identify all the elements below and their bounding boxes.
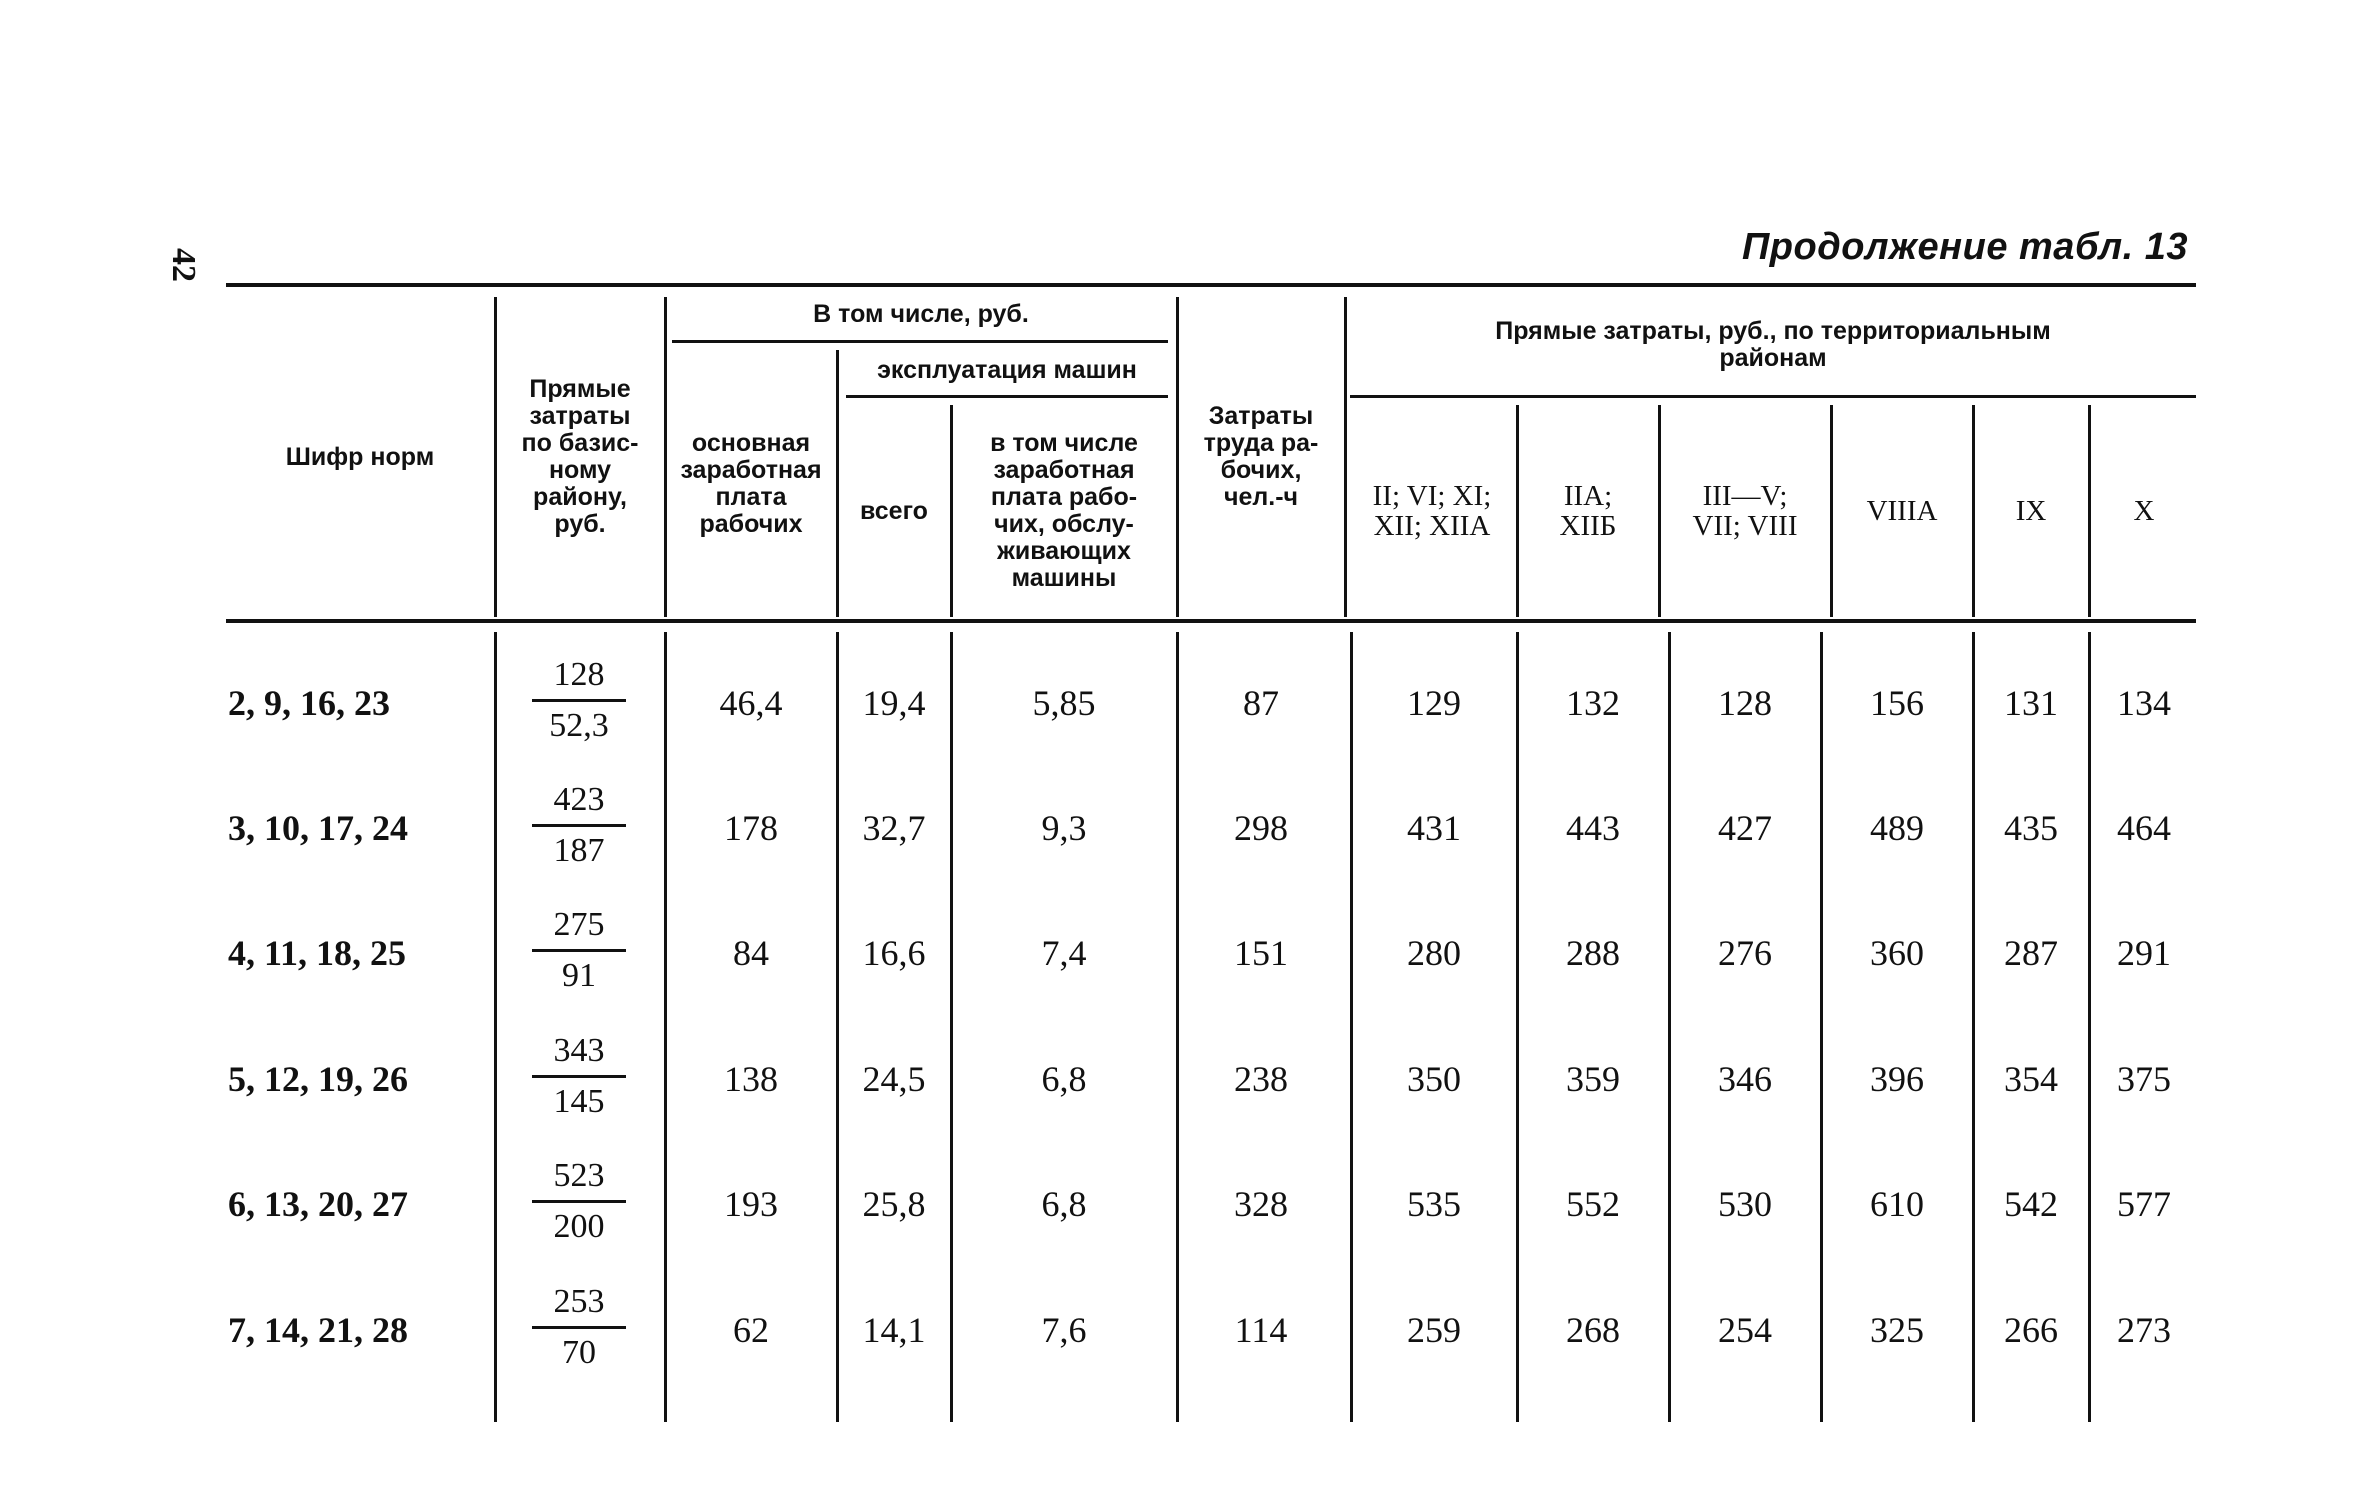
cell-district-2: 268: [1566, 1310, 1620, 1350]
header-including-rub: В том числе, руб.: [813, 299, 1029, 328]
cell-district-6: 291: [2117, 933, 2171, 973]
header-divider: [1344, 297, 1347, 617]
cell-code: 2, 9, 16, 23: [228, 683, 390, 723]
body-divider: [1176, 632, 1179, 1422]
cell-district-4: 325: [1870, 1310, 1924, 1350]
cell-district-3: 128: [1718, 683, 1772, 723]
header-territorial: Прямые затраты, руб., по территориальным районам: [1495, 317, 2051, 372]
cell-district-3: 427: [1718, 808, 1772, 848]
fraction-numerator: 523: [532, 1156, 626, 1203]
cell-district-1: 350: [1407, 1059, 1461, 1099]
body-divider: [2088, 632, 2091, 1422]
cell-district-6: 375: [2117, 1059, 2171, 1099]
cell-district-4: 610: [1870, 1184, 1924, 1224]
fraction-numerator: 343: [532, 1031, 626, 1078]
header-code: Шифр норм: [285, 442, 435, 471]
cell-district-4: 156: [1870, 683, 1924, 723]
header-divider: [1658, 405, 1661, 617]
cell-labor: 151: [1234, 933, 1288, 973]
fraction-numerator: 423: [532, 780, 626, 827]
fraction-numerator: 253: [532, 1282, 626, 1329]
cell-district-3: 530: [1718, 1184, 1772, 1224]
header-district-3: III—V; VII; VIII: [1692, 480, 1798, 542]
header-machine-total: всего: [860, 496, 928, 525]
cell-district-5: 287: [2004, 933, 2058, 973]
fraction-numerator: 275: [532, 905, 626, 952]
header-district-5: IX: [2015, 495, 2047, 527]
cell-district-4: 489: [1870, 808, 1924, 848]
cell-district-5: 435: [2004, 808, 2058, 848]
cell-district-5: 266: [2004, 1310, 2058, 1350]
cell-district-2: 288: [1566, 933, 1620, 973]
header-district-6: X: [2133, 495, 2155, 527]
cell-code: 7, 14, 21, 28: [228, 1310, 408, 1350]
cell-district-2: 552: [1566, 1184, 1620, 1224]
cell-machine-total: 25,8: [862, 1184, 926, 1224]
body-divider: [664, 632, 667, 1422]
cell-district-4: 360: [1870, 933, 1924, 973]
fraction-denominator: 145: [553, 1083, 605, 1120]
cell-labor: 328: [1234, 1184, 1288, 1224]
header-labor: Затраты труда ра- бочих, чел.-ч: [1203, 402, 1319, 511]
fraction-denominator: 200: [553, 1208, 605, 1245]
header-divider: [950, 405, 953, 617]
cell-district-3: 346: [1718, 1059, 1772, 1099]
cell-direct-costs-fraction: [534, 905, 624, 996]
cell-district-3: 276: [1718, 933, 1772, 973]
cell-district-6: 134: [2117, 683, 2171, 723]
cell-direct-costs-fraction: [534, 1031, 624, 1122]
body-divider: [1972, 632, 1975, 1422]
cell-district-3: 254: [1718, 1310, 1772, 1350]
header-divider: [1516, 405, 1519, 617]
cell-district-6: 577: [2117, 1184, 2171, 1224]
header-divider: [836, 350, 839, 617]
fraction-denominator: 70: [562, 1334, 596, 1371]
cell-machine-total: 32,7: [862, 808, 926, 848]
header-machine-operation: эксплуатация машин: [877, 355, 1137, 384]
cell-code: 5, 12, 19, 26: [228, 1059, 408, 1099]
machine-rule: [846, 395, 1168, 398]
body-divider: [494, 632, 497, 1422]
fraction-denominator: 91: [562, 957, 596, 994]
cell-district-2: 359: [1566, 1059, 1620, 1099]
cell-machine-wage: 7,6: [1041, 1310, 1087, 1350]
header-divider: [494, 297, 497, 617]
cell-district-6: 464: [2117, 808, 2171, 848]
cell-machine-wage: 5,85: [1032, 683, 1096, 723]
header-divider: [1176, 297, 1179, 617]
cell-code: 6, 13, 20, 27: [228, 1184, 408, 1224]
header-divider: [1830, 405, 1833, 617]
territorial-rule: [1350, 395, 2196, 398]
body-divider: [1668, 632, 1671, 1422]
cell-machine-wage: 6,8: [1041, 1059, 1087, 1099]
cell-base-wage: 178: [724, 808, 778, 848]
fraction-denominator: 187: [553, 832, 605, 869]
header-district-2: IIA; XIIБ: [1559, 480, 1617, 542]
cell-labor: 87: [1243, 683, 1279, 723]
cell-code: 3, 10, 17, 24: [228, 808, 408, 848]
cell-base-wage: 193: [724, 1184, 778, 1224]
cell-district-5: 131: [2004, 683, 2058, 723]
cell-direct-costs-fraction: [534, 780, 624, 871]
including-rule: [672, 340, 1168, 343]
cell-machine-total: 24,5: [862, 1059, 926, 1099]
cell-district-1: 259: [1407, 1310, 1461, 1350]
cell-district-1: 535: [1407, 1184, 1461, 1224]
header-district-1: II; VI; XI; XII; XIIA: [1372, 480, 1492, 542]
page-number: 42: [165, 248, 202, 282]
header-bottom-rule: [226, 619, 2196, 623]
body-divider: [1350, 632, 1353, 1422]
cell-district-4: 396: [1870, 1059, 1924, 1099]
cell-direct-costs-fraction: [534, 655, 624, 746]
cell-district-1: 280: [1407, 933, 1461, 973]
cell-machine-wage: 7,4: [1041, 933, 1087, 973]
cell-labor: 238: [1234, 1059, 1288, 1099]
top-rule: [226, 283, 2196, 287]
cell-direct-costs-fraction: [534, 1282, 624, 1373]
header-district-4: VIIIA: [1866, 495, 1938, 527]
body-divider: [1820, 632, 1823, 1422]
cell-direct-costs-fraction: [534, 1156, 624, 1247]
cell-district-2: 132: [1566, 683, 1620, 723]
cell-labor: 298: [1234, 808, 1288, 848]
cell-base-wage: 62: [733, 1310, 769, 1350]
cell-base-wage: 84: [733, 933, 769, 973]
cell-machine-total: 16,6: [862, 933, 926, 973]
cell-district-5: 542: [2004, 1184, 2058, 1224]
header-divider: [664, 297, 667, 617]
cell-code: 4, 11, 18, 25: [228, 933, 407, 973]
cell-labor: 114: [1234, 1310, 1288, 1350]
header-divider: [1972, 405, 1975, 617]
cell-machine-wage: 9,3: [1041, 808, 1087, 848]
cell-base-wage: 46,4: [719, 683, 783, 723]
cell-machine-total: 14,1: [862, 1310, 926, 1350]
cell-machine-total: 19,4: [862, 683, 926, 723]
header-divider: [2088, 405, 2091, 617]
cell-district-1: 431: [1407, 808, 1461, 848]
cell-district-6: 273: [2117, 1310, 2171, 1350]
header-machine-wage: в том числе заработная плата рабо- чих, обслу- живающих машины: [990, 429, 1138, 592]
body-divider: [836, 632, 839, 1422]
header-base-wage: основная заработная плата рабочих: [680, 428, 822, 538]
fraction-numerator: 128: [532, 655, 626, 702]
table-caption: Продолжение табл. 13: [1741, 226, 2188, 268]
body-divider: [950, 632, 953, 1422]
body-divider: [1516, 632, 1519, 1422]
fraction-denominator: 52,3: [549, 707, 609, 744]
cell-machine-wage: 6,8: [1041, 1184, 1087, 1224]
cell-base-wage: 138: [724, 1059, 778, 1099]
cell-district-1: 129: [1407, 683, 1461, 723]
cell-district-2: 443: [1566, 808, 1620, 848]
cell-district-5: 354: [2004, 1059, 2058, 1099]
header-direct-costs-base: Прямые затраты по базис- ному району, руб.: [521, 375, 639, 538]
